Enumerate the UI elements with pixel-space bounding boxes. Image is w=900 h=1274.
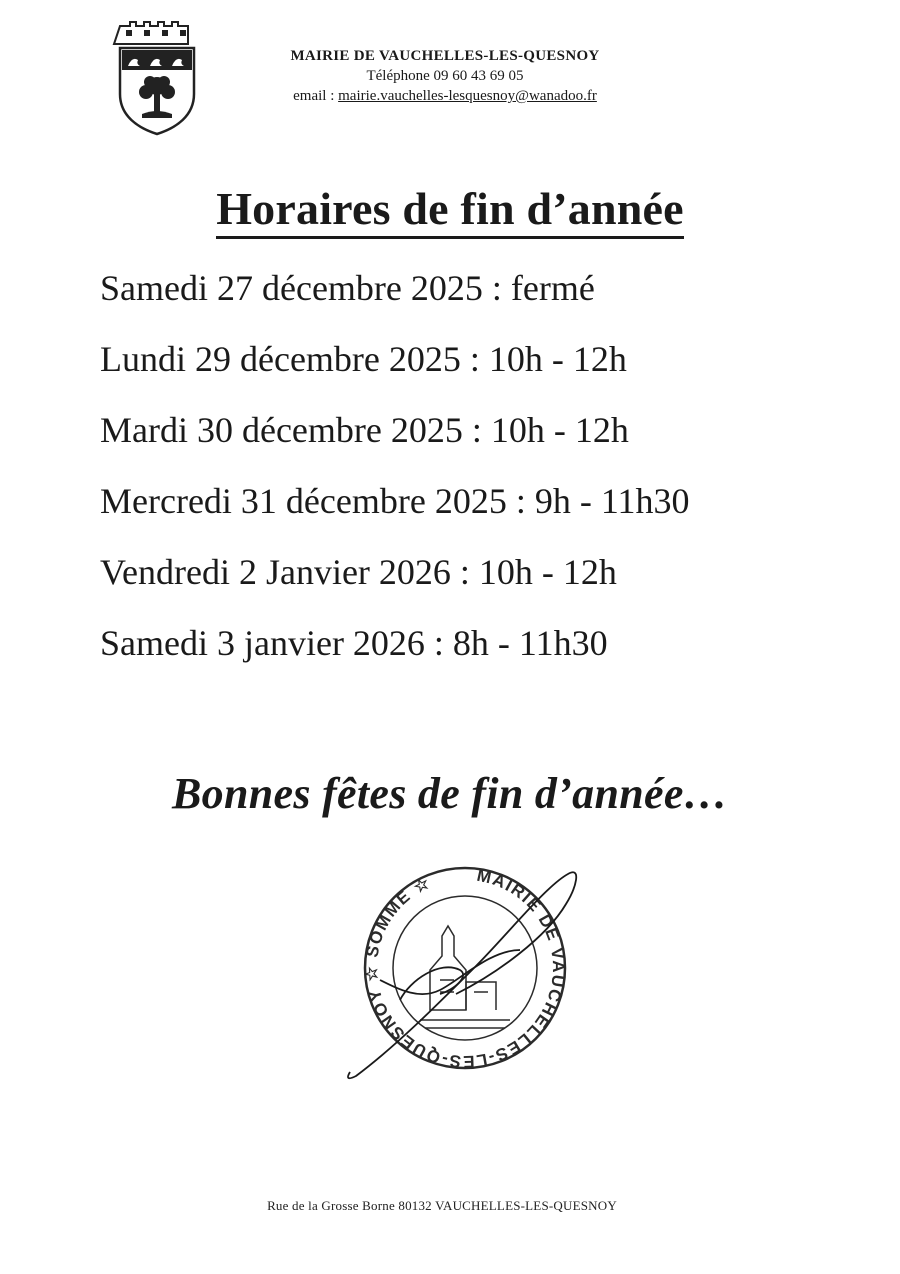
page-title-text: Horaires de fin d’année — [216, 183, 684, 239]
list-item: Samedi 27 décembre 2025 : fermé — [100, 268, 595, 308]
opening-hours-list — [100, 262, 860, 688]
town-seal-stamp-icon — [340, 860, 590, 1085]
email-address: mairie.vauchelles-lesquesnoy@wanadoo.fr — [338, 88, 597, 104]
list-item: Mercredi 31 décembre 2025 : 9h - 11h30 — [100, 481, 690, 521]
email-label: email : — [293, 88, 339, 104]
town-coat-of-arms-icon — [112, 20, 202, 138]
footer-address: Rue de la Grosse Borne 80132 VAUCHELLES-LES-QUESNOY — [267, 1198, 617, 1213]
greeting: Bonnes fêtes de fin d’année… — [172, 769, 728, 818]
stamp-ring-text: MAIRIE DE VAUCHELLES-LES-QUESNOY ☆ SOMME ☆ — [361, 865, 569, 1072]
list-item: Lundi 29 décembre 2025 : 10h - 12h — [100, 339, 627, 379]
list-item: Vendredi 2 Janvier 2026 : 10h - 12h — [100, 552, 617, 592]
letterhead — [240, 46, 650, 106]
organization-name: MAIRIE DE VAUCHELLES-LES-QUESNOY — [290, 48, 600, 64]
email-line — [240, 86, 650, 106]
list-item: Mardi 30 décembre 2025 : 10h - 12h — [100, 410, 629, 450]
list-item: Samedi 3 janvier 2026 : 8h - 11h30 — [100, 623, 608, 663]
page-title — [0, 182, 900, 235]
phone-number: Téléphone 09 60 43 69 05 — [366, 68, 524, 84]
